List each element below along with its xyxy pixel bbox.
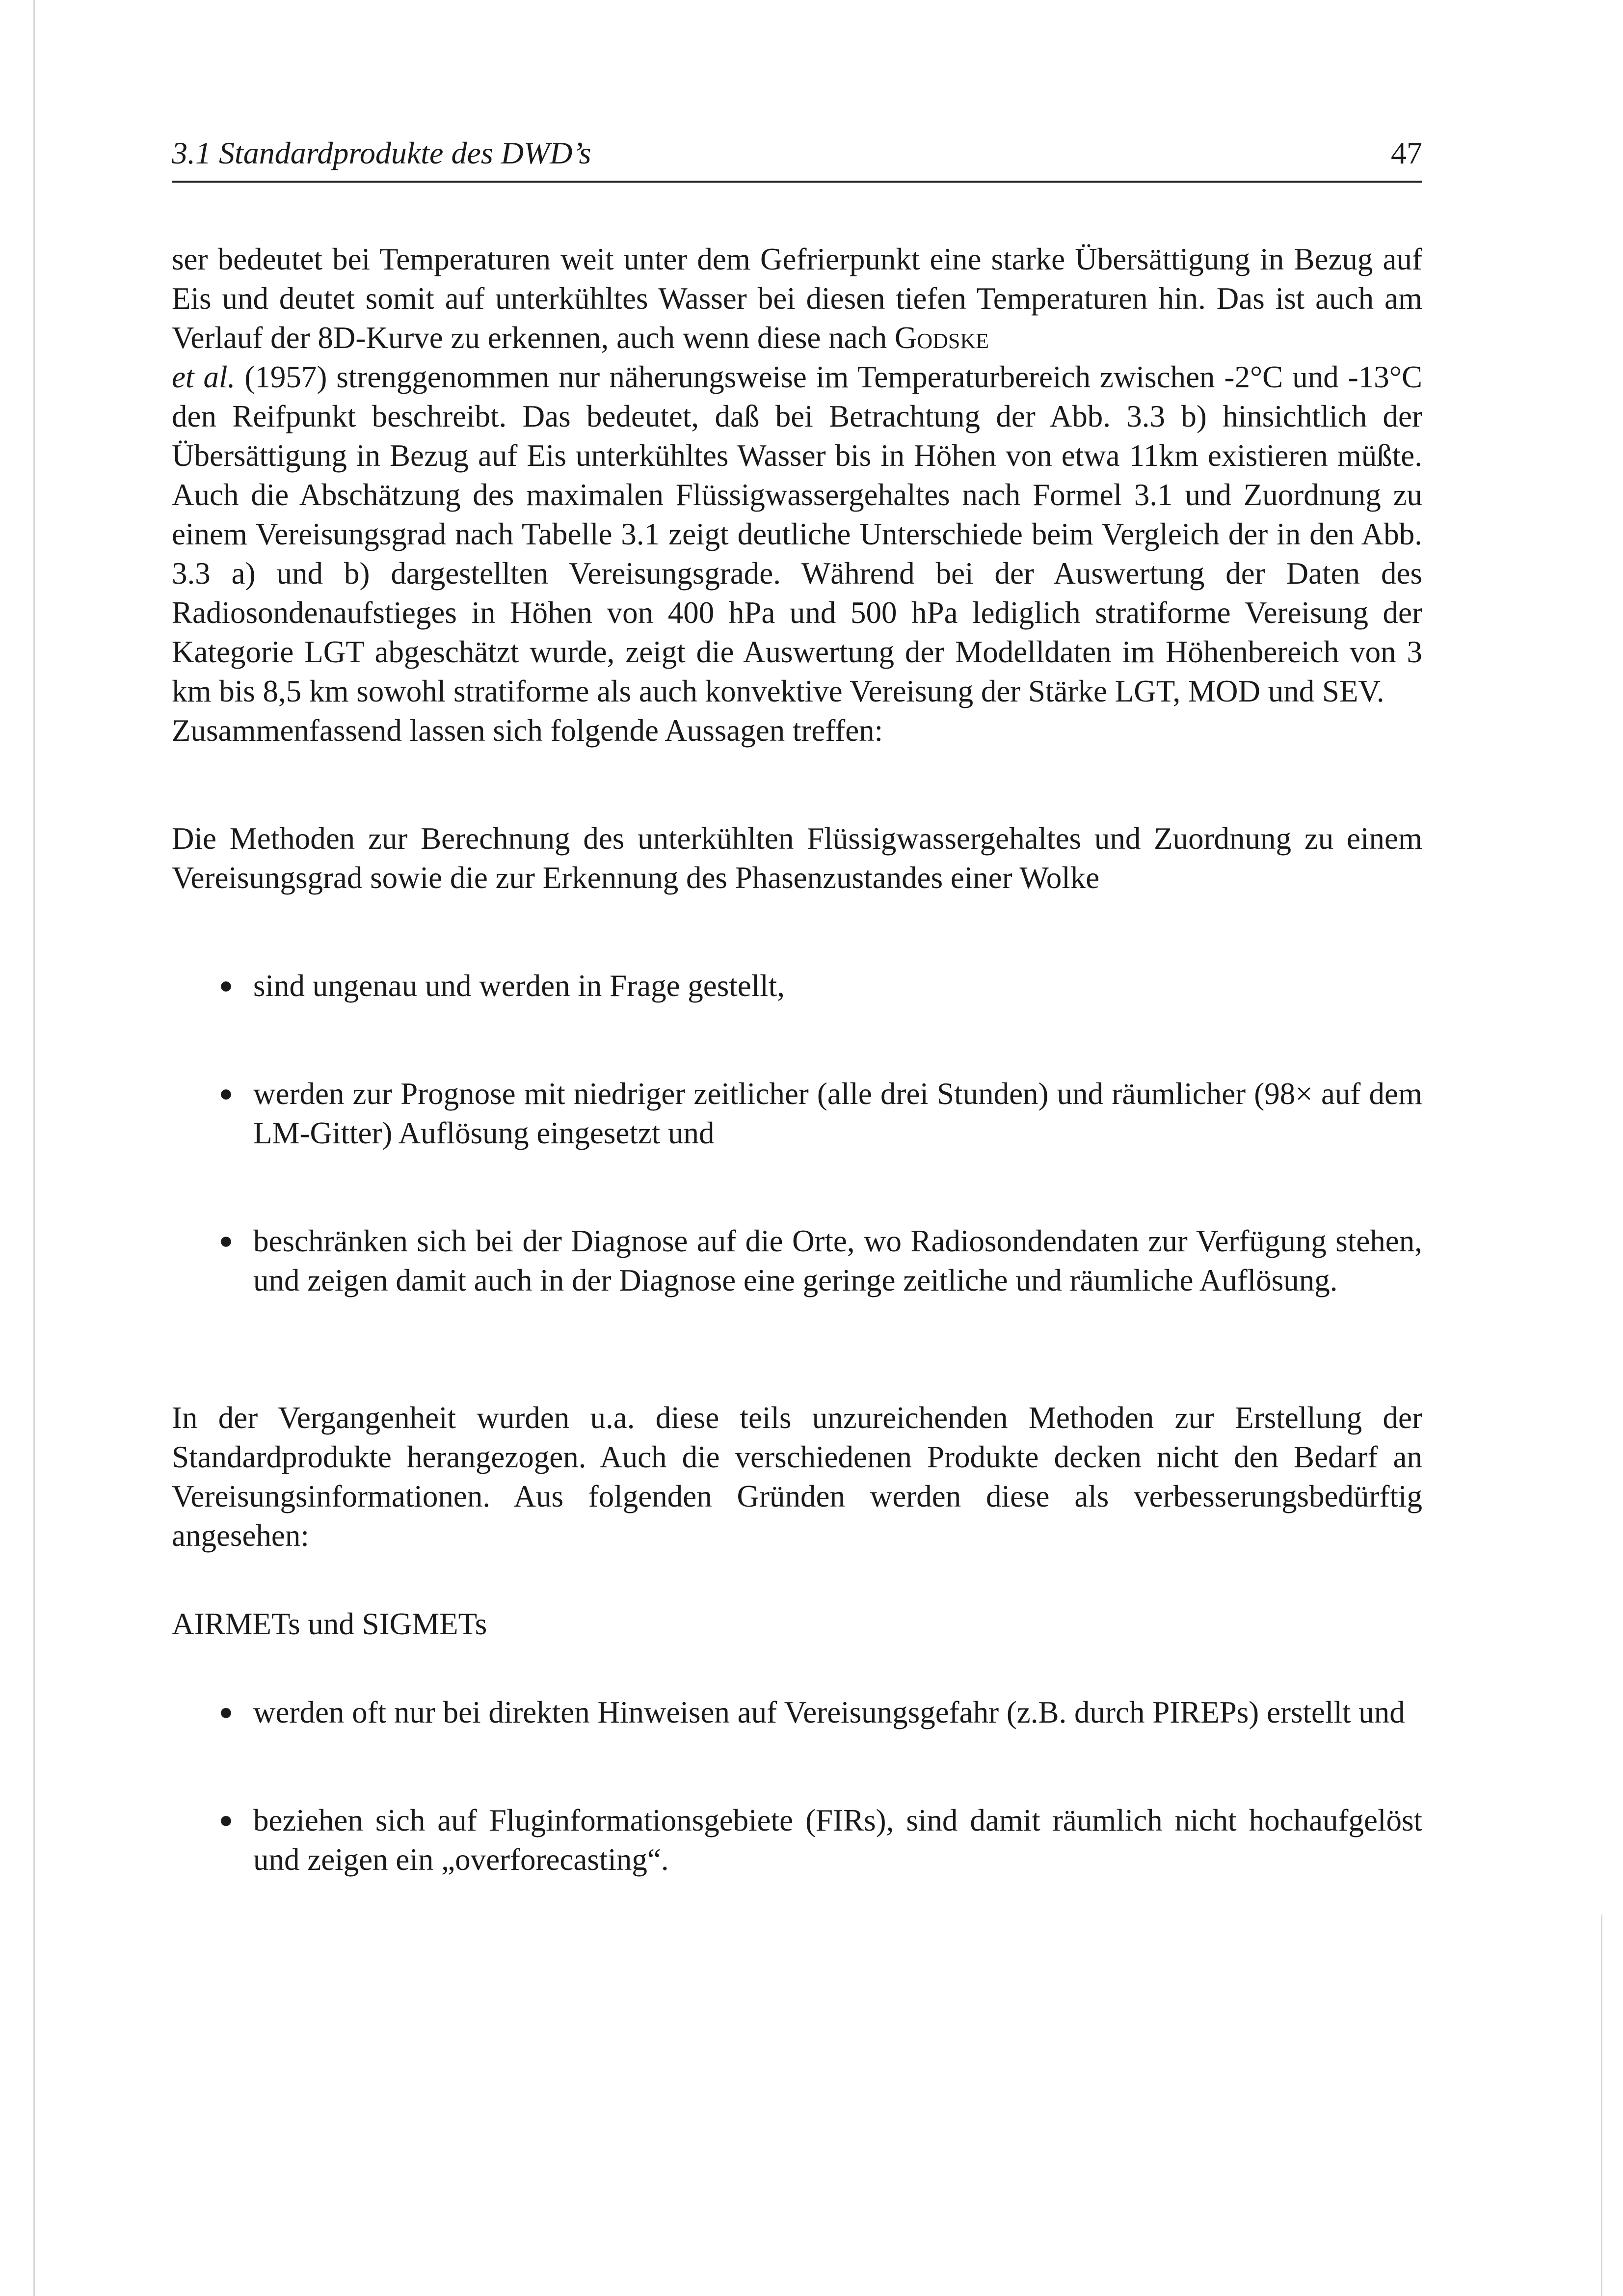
- paragraph-text: (1957) strenggenommen nur näherungsweise im Temperaturbereich zwischen -2°C und -13°C den Reifpunkt beschreibt. Das bedeutet, daß bei Betrachtung der Abb. 3.3 b) hinsichtlich der Übersättigung in Bezug auf Eis unterkühltes Wasser bis in Höhen von etwa 11km existieren müßte. Auch die Abschätzung des maximalen Flüssigwassergehaltes nach Formel 3.1 und Zuordnung zu einem Vereisungsgrad nach Tabelle 3.1 zeigt deutliche Unterschiede beim Vergleich der in den Abb. 3.3 a) und b) dargestellten Vereisungsgrade. Während bei der Auswertung der Daten des Radiosondenaufstieges in Höhen von 400 hPa und 500 hPa lediglich stratiforme Vereisung der Kategorie LGT abgeschätzt wurde, zeigt die Auswertung der Modelldaten im Höhenbereich von 3 km bis 8,5 km sowohl stratiforme als auch konvektive Vereisung der Stärke LGT, MOD und SEV.: [172, 360, 1422, 708]
- list-item-text: beschränken sich bei der Diagnose auf die Orte, wo Radiosondendaten zur Verfügung stehen, und zeigen damit auch in der Diagnose eine geringe zeitliche und räumliche Auflösung.: [253, 1224, 1422, 1297]
- airmets-list: [172, 1693, 1422, 1879]
- list-item-text: sind ungenau und werden in Frage gestellt,: [253, 969, 785, 1003]
- bullet-icon: ●: [219, 972, 233, 999]
- page-body: [172, 240, 1422, 1879]
- past-paragraph: In der Vergangenheit wurden u.a. diese teils unzureichenden Methoden zur Erstellung der Standardprodukte herangezogen. Auch die verschiedenen Produkte decken nicht den Bedarf an Vereisungsinformationen. Aus folgenden Gründen werden diese als verbesserungsbedürftig angesehen:: [172, 1401, 1422, 1553]
- bullet-icon: ●: [219, 1699, 233, 1725]
- bullet-icon: ●: [219, 1080, 233, 1107]
- bullet-icon: ●: [219, 1807, 233, 1833]
- list-item: [172, 1801, 1422, 1879]
- methods-list: [172, 966, 1422, 1300]
- et-al: et al.: [172, 360, 236, 394]
- page-number: 47: [1391, 135, 1422, 170]
- methods-intro: Die Methoden zur Berechnung des unterkühlten Flüssigwassergehaltes und Zuordnung zu einem Vereisungsgrad sowie die zur Erkennung des Phasenzustandes einer Wolke: [172, 821, 1422, 895]
- author-name: Godske: [894, 321, 989, 355]
- airmets-heading: AIRMETs und SIGMETs: [172, 1607, 487, 1641]
- list-item: [172, 1693, 1422, 1732]
- running-header: [172, 134, 1422, 183]
- paragraph-icing-analysis: [172, 240, 1422, 711]
- list-item-text: werden zur Prognose mit niedriger zeitlicher (alle drei Stunden) und räumlicher (98× auf dem LM-Gitter) Auflösung eingesetzt und: [253, 1077, 1422, 1150]
- section-title: 3.1 Standardprodukte des DWD’s: [172, 135, 591, 170]
- scan-edge-right: [1601, 1915, 1602, 2296]
- bullet-icon: ●: [219, 1228, 233, 1254]
- list-item: [172, 966, 1422, 1005]
- list-item: [172, 1221, 1422, 1300]
- list-item-text: beziehen sich auf Fluginformationsgebiete (FIRs), sind damit räumlich nicht hochaufgelöst und zeigen ein „overforecasting“.: [253, 1803, 1422, 1877]
- paragraph-text: ser bedeutet bei Temperaturen weit unter dem Gefrierpunkt eine starke Übersättigung in Bezug auf Eis und deutet somit auf unterkühltes Wasser bei diesen tiefen Temperaturen hin. Das ist auch am Verlauf der 8D-Kurve zu erkennen, auch wenn diese nach: [172, 242, 1422, 355]
- list-item-text: werden oft nur bei direkten Hinweisen auf Vereisungsgefahr (z.B. durch PIREPs) erstellt und: [253, 1695, 1405, 1729]
- scan-edge-left: [33, 0, 35, 2296]
- summary-intro: Zusammenfassend lassen sich folgende Aussagen treffen:: [172, 713, 883, 748]
- list-item: [172, 1074, 1422, 1153]
